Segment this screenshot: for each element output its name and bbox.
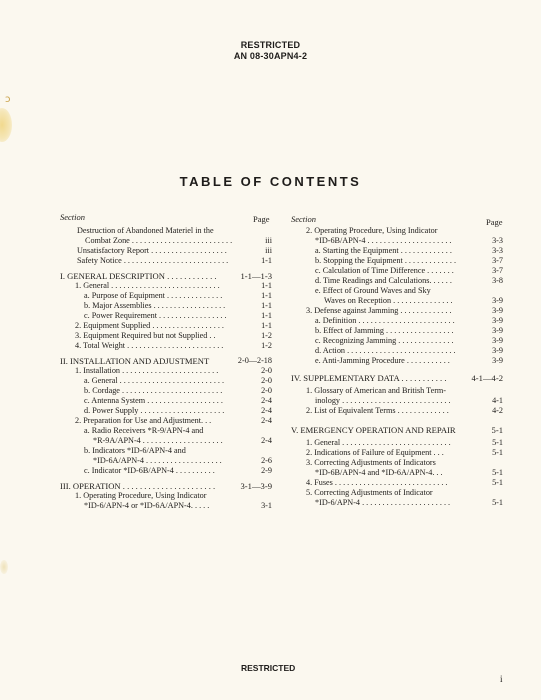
toc-entry: e. Effect of Ground Waves and Sky [315, 286, 431, 295]
toc-entry: c. Power Requirement . . . . . . . . . . . . . . . . . 1-1 [84, 311, 272, 320]
toc-entry: *ID-6B/APN-4 . . . . . . . . . . . . . . . . . . . . . 3-3 [315, 236, 503, 245]
toc-entry: c. Calculation of Time Difference . . . . . . . 3-7 [315, 266, 503, 275]
toc-entry: d. Time Readings and Calculations. . . . . . 3-8 [315, 276, 503, 285]
toc-entry: c. Antenna System . . . . . . . . . . . . . . . . . . . 2-4 [84, 396, 272, 405]
paper-stain [0, 560, 8, 574]
toc-entry: 1. General . . . . . . . . . . . . . . . . . . . . . . . . . . . 5-1 [306, 438, 503, 447]
toc-entry: *ID-6B/APN-4 and *ID-6A/APN-4. . . 5-1 [315, 468, 503, 477]
toc-entry: 1. Operating Procedure, Using Indicator [75, 491, 207, 500]
toc-entry: b. Cordage . . . . . . . . . . . . . . . . . . . . . . . . . 2-0 [84, 386, 272, 395]
toc-entry: 1. Glossary of American and British Term- [306, 386, 447, 395]
toc-entry: *ID-6A/APN-4 . . . . . . . . . . . . . . . . . . . 2-6 [93, 456, 272, 465]
toc-entry: 4. Fuses . . . . . . . . . . . . . . . . . . . . . . . . . . . . 5-1 [306, 478, 503, 487]
toc-entry: c. Indicator *ID-6B/APN-4 . . . . . . . . . . 2-9 [84, 466, 272, 475]
page-number: i [500, 674, 503, 684]
toc-entry: b. Major Assemblies . . . . . . . . . . . . . . . . . . 1-1 [84, 301, 272, 310]
toc-entry: b. Stopping the Equipment . . . . . . . . . . . . . 3-7 [315, 256, 503, 265]
toc-entry: 4. Total Weight . . . . . . . . . . . . . . . . . . . . . . . . 1-2 [75, 341, 272, 350]
toc-entry: d. Action . . . . . . . . . . . . . . . . . . . . . . . . . . . 3-9 [315, 346, 503, 355]
toc-entry: 2. Indications of Failure of Equipment . . . 5-1 [306, 448, 503, 457]
header-restricted: RESTRICTED [240, 40, 301, 50]
toc-entry: 2. Operating Procedure, Using Indicator [306, 226, 438, 235]
toc-section: I. GENERAL DESCRIPTION . . . . . . . . . . . . 1-1—1-3 [60, 271, 272, 281]
toc-entry: 3. Defense against Jamming . . . . . . . . . . . . . 3-9 [306, 306, 503, 315]
left-page-header: Page [253, 214, 270, 224]
toc-section: IV. SUPPLEMENTARY DATA . . . . . . . . . . . 4-1—4-2 [291, 373, 503, 383]
footer-restricted: RESTRICTED [241, 663, 296, 673]
right-section-header: Section [291, 214, 317, 224]
toc-entry: a. Radio Receivers *R-9/APN-4 and [84, 426, 204, 435]
toc-entry: Combat Zone . . . . . . . . . . . . . . . . . . . . . . . . . iii [85, 236, 272, 245]
header-doc-number: AN 08-30APN4-2 [233, 51, 308, 61]
toc-entry: Safety Notice . . . . . . . . . . . . . . . . . . . . . . . . . . 1-1 [77, 256, 272, 265]
toc-entry: *ID-6/APN-4 . . . . . . . . . . . . . . . . . . . . . . 5-1 [315, 498, 503, 507]
paper-stain [0, 108, 12, 142]
toc-entry: a. General . . . . . . . . . . . . . . . . . . . . . . . . . . 2-0 [84, 376, 272, 385]
toc-entry: Destruction of Abandoned Materiel in the [77, 226, 214, 235]
toc-entry: 5. Correcting Adjustments of Indicator [306, 488, 433, 497]
toc-entry: 1. Installation . . . . . . . . . . . . . . . . . . . . . . . . 2-0 [75, 366, 272, 375]
toc-entry: 3. Equipment Required but not Supplied . . 1-2 [75, 331, 272, 340]
toc-section: III. OPERATION . . . . . . . . . . . . . . . . . . . . . . 3-1—3-9 [60, 481, 272, 491]
toc-right-column [291, 226, 503, 508]
right-page-header: Page [486, 217, 503, 227]
toc-entry: d. Power Supply . . . . . . . . . . . . . . . . . . . . . 2-4 [84, 406, 272, 415]
toc-entry: c. Recognizing Jamming . . . . . . . . . . . . . . 3-9 [315, 336, 503, 345]
toc-entry: b. Effect of Jamming . . . . . . . . . . . . . . . . . 3-9 [315, 326, 503, 335]
toc-entry: Waves on Reception . . . . . . . . . . . . . . . 3-9 [324, 296, 503, 305]
margin-mark: ͻ [5, 94, 11, 105]
toc-entry: 3. Correcting Adjustments of Indicators [306, 458, 436, 467]
toc-entry: a. Definition . . . . . . . . . . . . . . . . . . . . . . . . 3-9 [315, 316, 503, 325]
toc-entry: Unsatisfactory Report . . . . . . . . . . . . . . . . . . . iii [77, 246, 272, 255]
toc-entry: 2. Equipment Supplied . . . . . . . . . . . . . . . . . . 1-1 [75, 321, 272, 330]
toc-entry: b. Indicators *ID-6/APN-4 and [84, 446, 186, 455]
left-section-header: Section [60, 212, 86, 222]
toc-entry: inology . . . . . . . . . . . . . . . . . . . . . . . . . . . 4-1 [315, 396, 503, 405]
toc-entry: e. Anti-Jamming Procedure . . . . . . . . . . . 3-9 [315, 356, 503, 365]
toc-left-column: Destruction of Abandoned Materiel in the Combat Zone . . . . . . . . . . . . . . . . . . . . . . . . . iii Unsatisfactory Report . . . . . . . . . . . . . . . . . . . iii Safety Notice . . . . . . . . . . . . . . . . . . . . . . . . . . 1-1 I. GENERAL DESCRIPTION . . . . . . . . . . . . 1-1—1-3 1. General . . . . . . . . . . . . . . . . . . . . . . . . . . . 1-1 a. Purpose of Equipment . . . . . . . . . . . . . . 1-1 b. Major Assemblies . . . . . . . . . . . . . . . . . . 1-1 c. Power Requirement . . . . . . . . . . . . . . . . . 1-1 2. Equipment Supplied . . . . . . . . . . . . . . . . . . 1-1 3. Equipment Required but not Supplied . . 1-2 4. Total Weight . . . . . . . . . . . . . . . . . . . . . . . . 1-2 II. INSTALLATION AND ADJUSTMENT 2-0—2-18 1. Installation . . . . . . . . . . . . . . . . . . . . . . . . 2-0 a. General . . . . . . . . . . . . . . . . . . . . . . . . . . 2-0 b. Cordage . . . . . . . . . . . . . . . . . . . . . . . . . 2-0 c. Antenna System . . . . . . . . . . . . . . . . . . . 2-4 d. Power Supply . . . . . . . . . . . . . . . . . . . . . 2-4 2. Preparation for Use and Adjustment. . . 2-4 a. Radio Receivers *R-9/APN-4 and *R-9A/APN-4 . . . . . . . . . . . . . . . . . . . . 2-4 b. Indicators *ID-6/APN-4 and *ID-6A/APN-4 . . . . . . . . . . . . . . . . . . . 2-6 c. Indicator *ID-6B/APN-4 . . . . . . . . . . 2-9 III. OPERATION . . . . . . . . . . . . . . . . . . . . . . 3-1—3-9 1. Operating Procedure, Using Indicator *ID-6/APN-4 or *ID-6A/APN-4. . . . . 3-1 [60, 226, 272, 510]
toc-entry: *R-9A/APN-4 . . . . . . . . . . . . . . . . . . . . 2-4 [93, 436, 272, 445]
toc-section: V. EMERGENCY OPERATION AND REPAIR 5-1 [291, 425, 503, 435]
page-title: TABLE OF CONTENTS [179, 174, 362, 189]
toc-entry: a. Purpose of Equipment . . . . . . . . . . . . . . 1-1 [84, 291, 272, 300]
toc-entry: 2. Preparation for Use and Adjustment. . . 2-4 [75, 416, 272, 425]
toc-entry: 1. General . . . . . . . . . . . . . . . . . . . . . . . . . . . 1-1 [75, 281, 272, 290]
toc-entry: *ID-6/APN-4 or *ID-6A/APN-4. . . . . 3-1 [84, 501, 272, 510]
toc-entry: 2. List of Equivalent Terms . . . . . . . . . . . . . 4-2 [306, 406, 503, 415]
toc-section: II. INSTALLATION AND ADJUSTMENT [60, 356, 210, 366]
toc-entry: a. Starting the Equipment . . . . . . . . . . . . . 3-3 [315, 246, 503, 255]
